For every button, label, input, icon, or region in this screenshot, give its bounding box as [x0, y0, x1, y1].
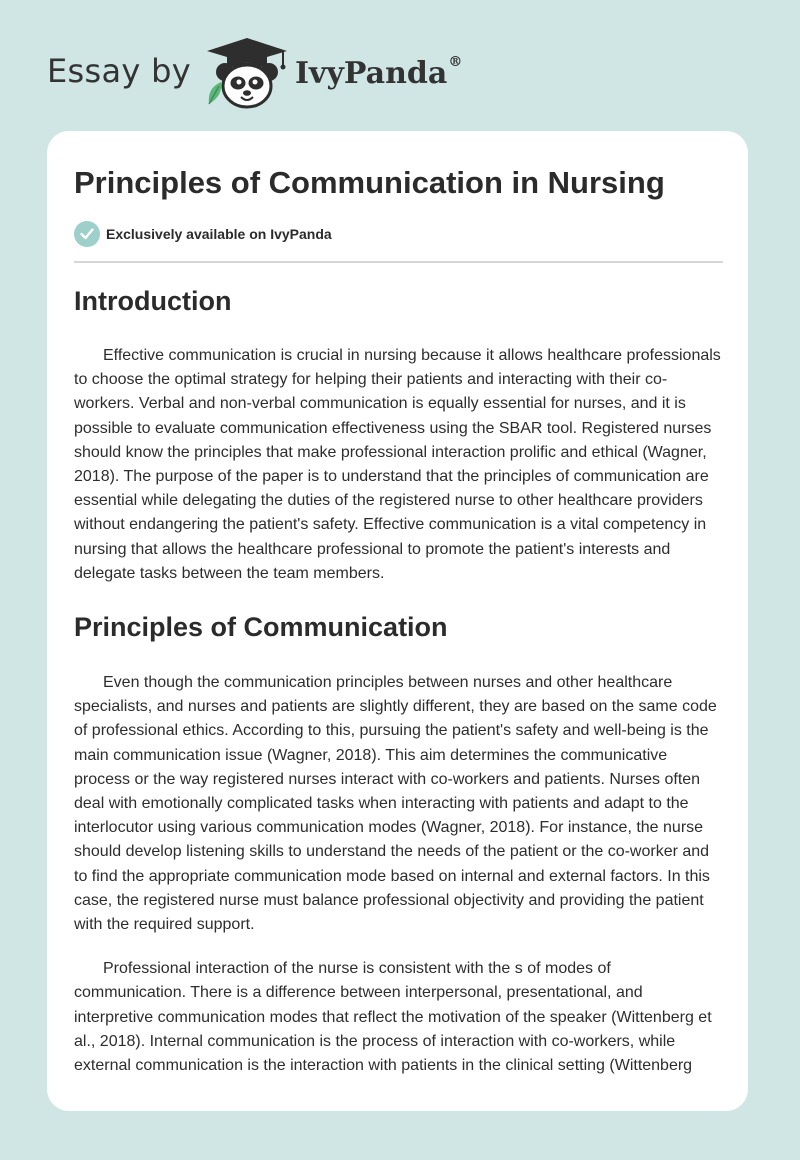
section-heading: Introduction [74, 286, 232, 316]
registered-mark: ® [448, 54, 463, 70]
paragraph: Even though the communication principles between nurses and other healthcare specialists, and nurses and patients are slightly different, they are based on the same code of professional ethics. According to this, pursuing the patient's safety and well-being is the main communication issue (Wagner, 2018). This aim determines the communicative process or the way registered nurses interact with co-workers and patients. Nurses often deal with emotionally complicated tasks when interacting with patients and adapt to the interlocutor using various communication modes (Wagner, 2018). For instance, the nurse should develop listening skills to understand the needs of the patient or the co-worker and to find the appropriate communication mode based on internal and external factors. In this case, the registered nurse must balance professional objectivity and providing the patient with the required support. [74, 674, 717, 934]
essay-card [47, 131, 748, 1111]
title-divider [74, 261, 723, 263]
section-introduction [74, 286, 723, 586]
site-header [47, 36, 507, 112]
brand-name-group[interactable] [295, 56, 462, 91]
check-icon [74, 221, 100, 247]
brand-name: IvyPanda [295, 56, 448, 91]
exclusive-label: Exclusively available on IvyPanda [106, 226, 332, 242]
section-principles [74, 612, 723, 1078]
paragraph: Professional interaction of the nurse is consistent with the s of modes of communication. There is a difference between interpersonal, presentational, and interpretive communication modes that reflect the motivation of the speaker (Wittenberg et al., 2018). Internal communication is the process of interaction with co-workers, while external communication is the interaction with patients in the clinical setting (Wittenberg [74, 960, 712, 1075]
exclusive-badge [74, 221, 332, 247]
page-title: Principles of Communication in Nursing [74, 165, 665, 200]
essay-by-label: Essay by [47, 52, 191, 90]
panda-logo-icon[interactable] [203, 36, 291, 112]
paragraph: Effective communication is crucial in nursing because it allows healthcare professionals to choose the optimal strategy for helping their patients and interacting with their co-workers. Verbal and non-verbal communication is equally essential for nurses, and it is possible to evaluate communication effectiveness using the SBAR tool. Registered nurses should know the principles that make professional interaction prolific and ethical (Wagner, 2018). The purpose of the paper is to understand that the principles of communication are essential while delegating the duties of the registered nurse to other healthcare providers without endangering the patient's safety. Effective communication is a vital competency in nursing that allows the healthcare professional to promote the patient's interests and delegate tasks between the team members. [74, 347, 721, 582]
section-heading: Principles of Communication [74, 612, 448, 642]
